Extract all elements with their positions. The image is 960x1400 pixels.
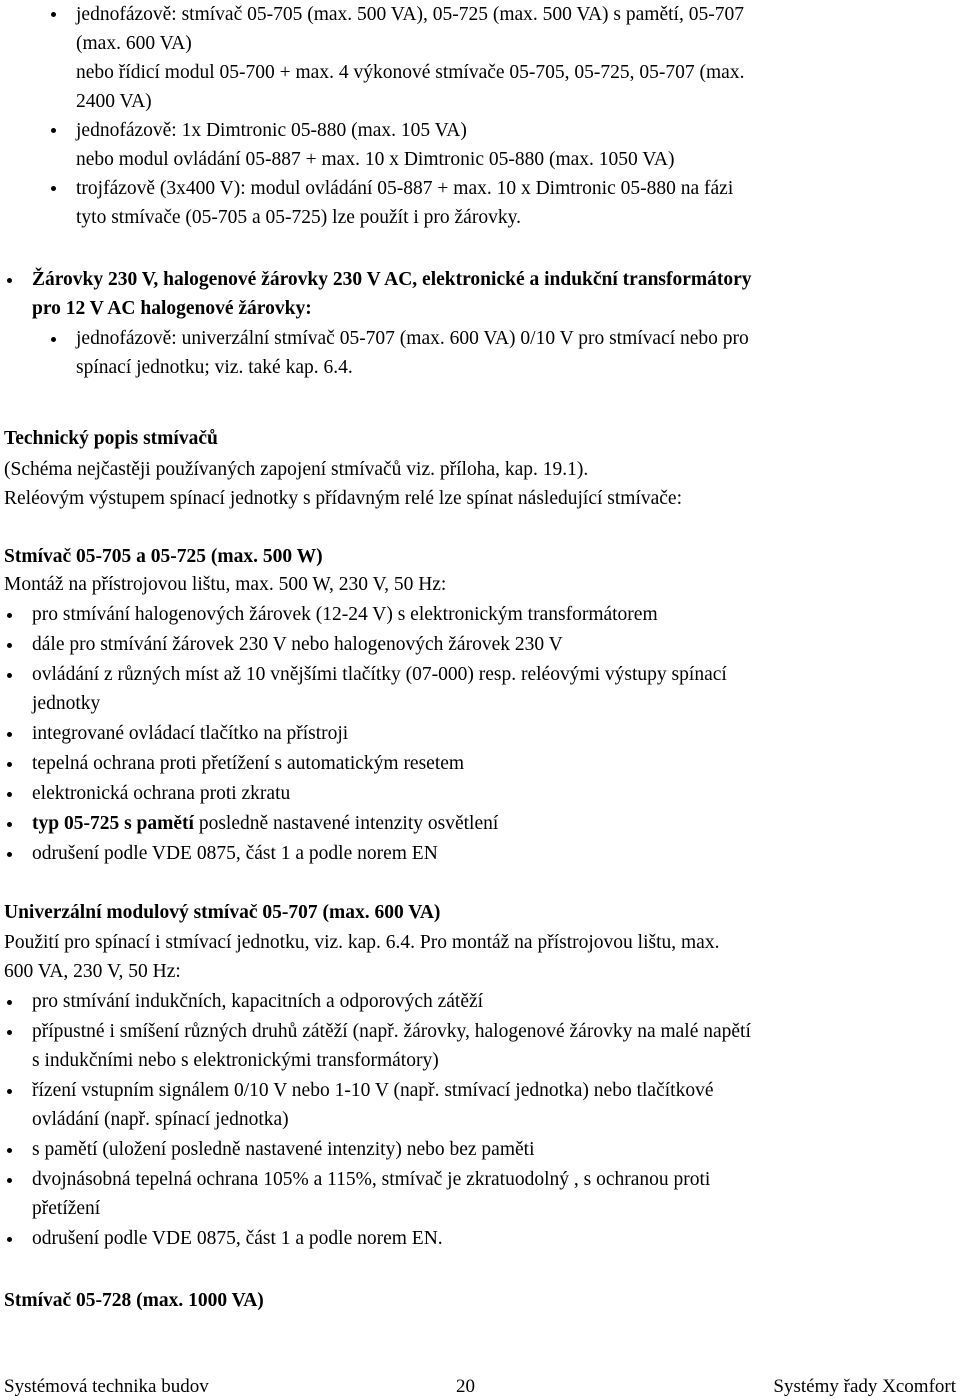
list-item-continuation: s indukčními nebo s elektronickými transformátory)	[32, 1050, 439, 1071]
list-item	[32, 809, 498, 839]
bullet-dot	[7, 732, 12, 737]
footer-left: Systémová technika budov	[4, 1376, 209, 1397]
bullet-dot	[51, 337, 56, 342]
paragraph: Reléovým výstupem spínací jednotky s přídavným relé lze spínat následující stmívače:	[4, 488, 683, 509]
dimmer-intro: Použití pro spínací i stmívací jednotku, viz. kap. 6.4. Pro montáž na přístrojovou lištu, max.	[4, 932, 720, 953]
list-item-continuation: tyto stmívače (05-705 a 05-725) lze použít i pro žárovky.	[76, 207, 521, 228]
bullet-dot	[51, 12, 56, 17]
dimmer-heading: Stmívač 05-728 (max. 1000 VA)	[4, 1290, 264, 1311]
list-item: jednofázově: stmívač 05-705 (max. 500 VA), 05-725 (max. 500 VA) s pamětí, 05-707	[76, 4, 744, 25]
list-item: tepelná ochrana proti přetížení s automatickým resetem	[32, 753, 465, 774]
list-item-continuation: 2400 VA)	[76, 91, 152, 112]
paragraph: (Schéma nejčastěji používaných zapojení stmívačů viz. příloha, kap. 19.1).	[4, 459, 589, 480]
section-heading: Žárovky 230 V, halogenové žárovky 230 V AC, elektronické a indukční transformátory	[32, 269, 752, 290]
bullet-dot	[7, 1148, 12, 1153]
bullet-dot	[7, 613, 12, 618]
list-item: s pamětí (uložení posledně nastavené intenzity) nebo bez paměti	[32, 1139, 535, 1160]
list-item: trojfázově (3x400 V): modul ovládání 05-887 + max. 10 x Dimtronic 05-880 na fázi	[76, 178, 734, 199]
list-item-continuation: nebo modul ovládání 05-887 + max. 10 x Dimtronic 05-880 (max. 1050 VA)	[76, 149, 675, 170]
list-item: přípustné i smíšení různých druhů zátěží (např. žárovky, halogenové žárovky na malé napětí	[32, 1021, 751, 1042]
list-item-continuation: ovládání (např. spínací jednotka)	[32, 1109, 289, 1130]
bullet-dot	[7, 1089, 12, 1094]
list-item: ovládání z různých míst až 10 vnějšími tlačítky (07-000) resp. reléovými výstupy spínací	[32, 664, 727, 685]
list-item: pro stmívání halogenových žárovek (12-24 V) s elektronickým transformátorem	[32, 604, 658, 625]
bullet-dot	[7, 762, 12, 767]
list-item: dvojnásobná tepelná ochrana 105% a 115%, stmívač je zkratuodolný , s ochranou proti	[32, 1169, 711, 1190]
footer-right: Systémy řady Xcomfort	[773, 1376, 956, 1397]
list-item-continuation: nebo řídicí modul 05-700 + max. 4 výkonové stmívače 05-705, 05-725, 05-707 (max.	[76, 62, 745, 83]
dimmer-intro-continuation: 600 VA, 230 V, 50 Hz:	[4, 961, 181, 982]
list-item: řízení vstupním signálem 0/10 V nebo 1-10 V (např. stmívací jednotka) nebo tlačítkové	[32, 1080, 714, 1101]
list-item-continuation: spínací jednotku; viz. také kap. 6.4.	[76, 357, 353, 378]
bullet-dot	[7, 1030, 12, 1035]
bullet-dot	[7, 1237, 12, 1242]
bullet-dot	[7, 822, 12, 827]
list-item: elektronická ochrana proti zkratu	[32, 783, 291, 804]
list-item-rest: posledně nastavené intenzity osvětlení	[193, 813, 499, 834]
bullet-dot	[7, 1178, 12, 1183]
list-item: odrušení podle VDE 0875, část 1 a podle norem EN.	[32, 1228, 443, 1249]
dimmer-heading: Univerzální modulový stmívač 05-707 (max. 600 VA)	[4, 902, 441, 923]
bullet-dot	[7, 792, 12, 797]
page-number: 20	[456, 1376, 475, 1397]
section-heading-continuation: pro 12 V AC halogenové žárovky:	[32, 298, 312, 319]
list-item: pro stmívání indukčních, kapacitních a odporových zátěží	[32, 991, 484, 1012]
bullet-dot	[7, 852, 12, 857]
dimmer-heading: Stmívač 05-705 a 05-725 (max. 500 W)	[4, 546, 323, 567]
list-item: jednofázově: univerzální stmívač 05-707 (max. 600 VA) 0/10 V pro stmívací nebo pro	[76, 328, 749, 349]
list-item: integrované ovládací tlačítko na přístroji	[32, 723, 349, 744]
bullet-dot	[7, 673, 12, 678]
list-item-continuation: přetížení	[32, 1198, 101, 1219]
bullet-dot	[51, 186, 56, 191]
bullet-dot	[51, 128, 56, 133]
list-item: jednofázově: 1x Dimtronic 05-880 (max. 105 VA)	[76, 120, 467, 141]
list-item-continuation: jednotky	[32, 693, 101, 714]
list-item: odrušení podle VDE 0875, část 1 a podle norem EN	[32, 843, 438, 864]
bullet-dot	[7, 1000, 12, 1005]
dimmer-intro: Montáž na přístrojovou lištu, max. 500 W, 230 V, 50 Hz:	[4, 574, 447, 595]
list-item: dále pro stmívání žárovek 230 V nebo halogenových žárovek 230 V	[32, 634, 563, 655]
technical-heading: Technický popis stmívačů	[4, 428, 218, 449]
list-item-continuation: (max. 600 VA)	[76, 33, 192, 54]
bullet-dot	[7, 643, 12, 648]
bullet-dot	[7, 278, 12, 283]
list-item-bold-lead: typ 05-725 s pamětí	[32, 813, 194, 834]
